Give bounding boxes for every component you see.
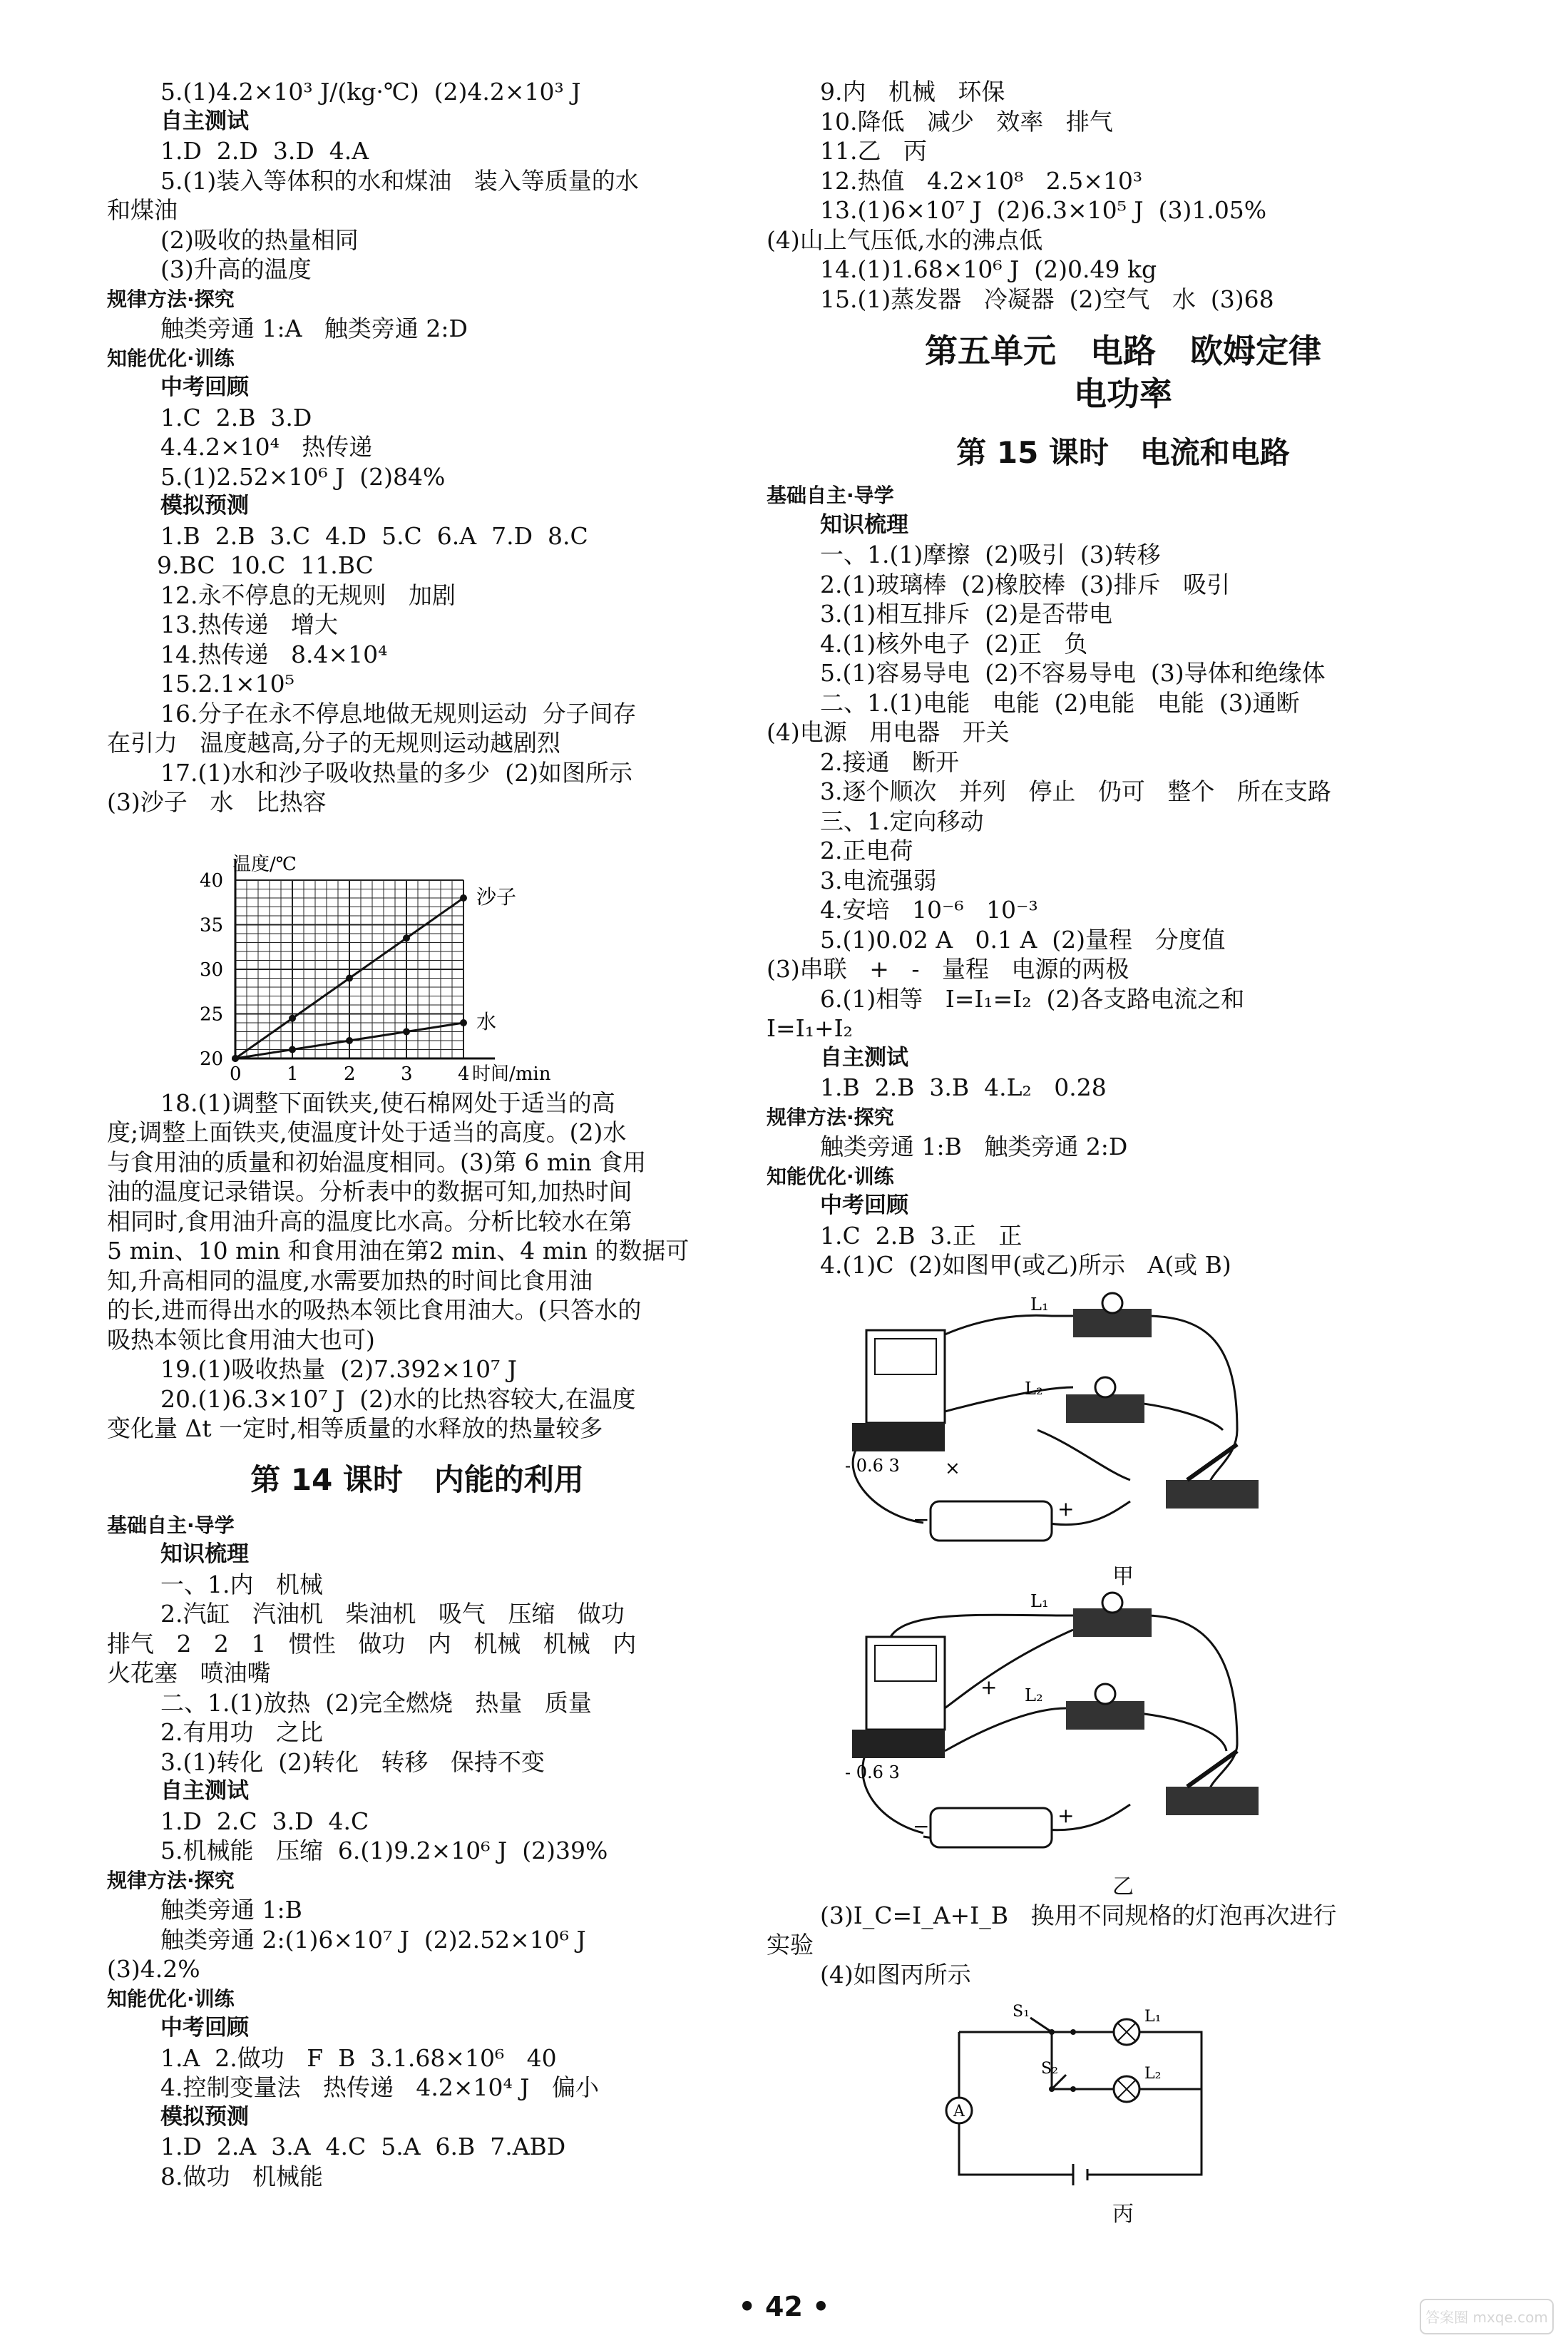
text-line: 14.(1)1.68×10⁶ J (2)0.49 kg xyxy=(820,255,1157,283)
circuit-figure-bing xyxy=(767,1989,1480,2225)
text-line: 和煤油 xyxy=(107,196,178,224)
watermark-logo xyxy=(1419,2295,1554,2338)
x-axis-label: 时间/min xyxy=(472,1063,551,1085)
text-line: (4)如图丙所示 xyxy=(820,1960,971,1989)
text-line: 11.乙 丙 xyxy=(820,137,927,165)
right-column xyxy=(767,77,1480,2225)
text-line: 1.D 2.D 3.D 4.A xyxy=(160,137,369,165)
y-tick-label: 40 xyxy=(200,869,224,892)
text-line: 13.热传递 增大 xyxy=(160,611,338,638)
text-line: 相同时,食用油升高的温度比水高。分析比较水在第 xyxy=(107,1207,632,1235)
x-tick-label: 3 xyxy=(401,1063,413,1085)
data-point xyxy=(232,1055,239,1062)
left-text-block-c xyxy=(107,1511,727,2192)
text-line: 9.内 机械 环保 xyxy=(820,78,1005,106)
data-point xyxy=(460,894,467,902)
figure-caption-bing: 丙 xyxy=(1112,2202,1134,2227)
data-point xyxy=(346,1037,353,1044)
section-heading: 规律方法·探究 xyxy=(107,1868,235,1892)
text-line: (4)电源 用电器 开关 xyxy=(767,718,1010,746)
text-line: 10.降低 减少 效率 排气 xyxy=(820,107,1113,136)
text-line: 1.A 2.做功 F B 3.1.68×10⁶ 40 xyxy=(160,2043,557,2072)
series-label: 沙子 xyxy=(476,884,517,909)
x-tick-label: 1 xyxy=(287,1063,299,1085)
text-line: (3)I_C=I_A+I_B 换用不同规格的灯泡再次进行 xyxy=(820,1901,1337,1929)
label-l2: L₂ xyxy=(1025,1378,1043,1399)
battery-plus: + xyxy=(1057,1803,1075,1827)
text-line: 触类旁通 1:B xyxy=(160,1896,302,1924)
left-column xyxy=(107,77,727,2191)
subsection-heading: 模拟预测 xyxy=(160,2103,249,2130)
x-tick-label: 0 xyxy=(230,1063,242,1085)
text-line: 5.(1)0.02 A 0.1 A (2)量程 分度值 xyxy=(820,925,1226,954)
circuit-jia-svg xyxy=(838,1287,1351,1558)
battery-icon xyxy=(931,1808,1052,1847)
text-line: 17.(1)水和沙子吸收热量的多少 (2)如图所示 xyxy=(160,758,632,787)
text-line: 3.(1)相互排斥 (2)是否带电 xyxy=(820,600,1112,628)
subsection-heading: 自主测试 xyxy=(820,1044,908,1071)
wire-plus: + xyxy=(980,1675,998,1699)
text-line: 4.(1)核外电子 (2)正 负 xyxy=(820,629,1088,658)
text-line: 6.(1)相等 I=I₁=I₂ (2)各支路电流之和 xyxy=(820,984,1245,1013)
section-heading: 知能优化·训练 xyxy=(107,346,235,370)
page-number: • 42 • xyxy=(738,2291,830,2322)
text-line: 5.(1)2.52×10⁶ J (2)84% xyxy=(160,462,446,491)
text-line: 15.(1)蒸发器 冷凝器 (2)空气 水 (3)68 xyxy=(820,285,1274,313)
text-line: 1.D 2.C 3.D 4.C xyxy=(160,1807,369,1835)
switch-icon xyxy=(1166,1480,1259,1509)
bulb-icon xyxy=(1095,1377,1115,1397)
label-l1: L₁ xyxy=(1030,1294,1049,1315)
text-line: 4.4.2×10⁴ 热传递 xyxy=(160,433,373,461)
ammeter-label: A xyxy=(953,2103,965,2120)
text-line: 三、1.定向移动 xyxy=(820,807,984,835)
text-line: 在引力 温度越高,分子的无规则运动越剧烈 xyxy=(107,729,560,757)
chart-svg xyxy=(150,817,578,1088)
text-line: 4.控制变量法 热传递 4.2×10⁴ J 偏小 xyxy=(160,2073,599,2101)
subsection-heading: 自主测试 xyxy=(160,1778,249,1804)
subsection-heading: 中考回顾 xyxy=(820,1193,908,1218)
subsection-heading: 中考回顾 xyxy=(160,2015,249,2041)
lesson-15-title: 第 15 课时 电流和电路 xyxy=(956,435,1290,470)
text-line: (3)串联 + - 量程 电源的两极 xyxy=(767,955,1129,983)
data-point xyxy=(346,974,353,981)
battery-minus: − xyxy=(913,1507,930,1531)
y-tick-label: 30 xyxy=(200,959,224,981)
y-axis-label: 温度/℃ xyxy=(232,853,297,875)
text-line: 火花塞 喷油嘴 xyxy=(107,1659,271,1687)
text-line: 的长,进而得出水的吸热本领比食用油大。(只答水的 xyxy=(107,1296,642,1324)
left-text-block-a xyxy=(107,77,727,817)
text-line: 18.(1)调整下面铁夹,使石棉网处于适当的高 xyxy=(160,1088,615,1117)
text-line: 20.(1)6.3×10⁷ J (2)水的比热容较大,在温度 xyxy=(160,1384,636,1413)
text-line: 2.汽缸 汽油机 柴油机 吸气 压缩 做功 xyxy=(160,1600,625,1628)
text-line: 1.C 2.B 3.D xyxy=(160,403,312,432)
text-line: 3.(1)转化 (2)转化 转移 保持不变 xyxy=(160,1747,545,1776)
text-line: 2.接通 断开 xyxy=(820,747,959,776)
bulb-icon xyxy=(1102,1593,1122,1613)
text-line: 4.(1)C (2)如图甲(或乙)所示 A(或 B) xyxy=(820,1251,1231,1279)
switch-s2-label: S₂ xyxy=(1041,2060,1058,2078)
text-line: 吸热本领比食用油大也可) xyxy=(107,1325,375,1354)
right-text-block-c xyxy=(767,1901,1480,1990)
svg-text:答案圈 mxqe.com: 答案圈 mxqe.com xyxy=(1425,2309,1548,2326)
text-line: 2.(1)玻璃棒 (2)橡胶棒 (3)排斥 吸引 xyxy=(820,570,1231,598)
text-line: 1.B 2.B 3.C 4.D 5.C 6.A 7.D 8.C xyxy=(160,521,588,550)
text-line: 1.D 2.A 3.A 4.C 5.A 6.B 7.ABD xyxy=(160,2133,566,2160)
text-line: 16.分子在永不停息地做无规则运动 分子间存 xyxy=(160,699,637,728)
figure-caption-jia: 甲 xyxy=(1112,1563,1134,1589)
text-line: 变化量 Δt 一定时,相等质量的水释放的热量较多 xyxy=(107,1414,603,1442)
subsection-heading: 模拟预测 xyxy=(160,493,249,519)
battery-minus: − xyxy=(913,1814,930,1838)
unit-title-line-1: 第五单元 电路 欧姆定律 xyxy=(924,332,1322,370)
text-line: 1.B 2.B 3.B 4.L₂ 0.28 xyxy=(820,1073,1107,1101)
text-line: 二、1.(1)放热 (2)完全燃烧 热量 质量 xyxy=(160,1688,592,1717)
switch-icon xyxy=(1166,1787,1259,1815)
text-line: (2)吸收的热量相同 xyxy=(160,225,359,254)
text-line: (4)山上气压低,水的沸点低 xyxy=(767,225,1043,254)
text-line: 二、1.(1)电能 电能 (2)电能 电能 (3)通断 xyxy=(820,688,1300,717)
battery-icon xyxy=(931,1501,1052,1541)
subsection-heading: 知识梳理 xyxy=(820,511,908,538)
text-line: 4.安培 10⁻⁶ 10⁻³ xyxy=(820,896,1038,924)
section-heading: 规律方法·探究 xyxy=(767,1105,894,1129)
text-line: 9.BC 10.C 11.BC xyxy=(157,551,374,579)
text-line: 一、1.(1)摩擦 (2)吸引 (3)转移 xyxy=(820,541,1161,568)
text-line: 13.(1)6×10⁷ J (2)6.3×10⁵ J (3)1.05% xyxy=(820,196,1267,224)
switch-s1-label: S₁ xyxy=(1013,2003,1030,2021)
text-line: 排气 2 2 1 惯性 做功 内 机械 机械 内 xyxy=(107,1629,637,1658)
data-point xyxy=(289,1046,296,1053)
text-line: 14.热传递 8.4×10⁴ xyxy=(160,640,388,668)
circuit-bing-svg xyxy=(945,1996,1244,2189)
text-line: 2.有用功 之比 xyxy=(160,1718,323,1746)
lamp-holder-icon xyxy=(1066,1701,1144,1730)
text-line: 5.(1)4.2×10³ J/(kg·℃) (2)4.2×10³ J xyxy=(160,78,581,106)
terminal-labels: - 0.6 3 xyxy=(845,1762,900,1782)
battery-plus: + xyxy=(1057,1496,1075,1521)
section-heading: 基础自主·导学 xyxy=(767,484,894,507)
text-line: 与食用油的质量和初始温度相同。(3)第 6 min 食用 xyxy=(107,1148,647,1176)
section-heading: 知能优化·训练 xyxy=(107,1986,235,2011)
figure-caption-yi: 乙 xyxy=(1112,1874,1134,1899)
text-line: 19.(1)吸收热量 (2)7.392×10⁷ J xyxy=(160,1355,518,1383)
circuit-yi-svg xyxy=(838,1587,1351,1865)
x-tick-label: 4 xyxy=(458,1063,470,1085)
data-point xyxy=(403,934,410,941)
subsection-heading: 知识梳理 xyxy=(160,1541,249,1567)
text-line: 5.(1)装入等体积的水和煤油 装入等质量的水 xyxy=(160,166,639,195)
text-line: (3)沙子 水 比热容 xyxy=(107,788,327,816)
text-line: (3)4.2% xyxy=(107,1955,200,1983)
unit-title-line-2: 电功率 xyxy=(1074,374,1172,413)
text-line: (3)升高的温度 xyxy=(160,255,312,283)
temperature-chart xyxy=(107,817,727,1088)
text-line: I=I₁+I₂ xyxy=(767,1014,853,1042)
terminal-labels: - 0.6 3 xyxy=(845,1455,900,1476)
right-text-block-a xyxy=(767,77,1480,314)
text-line: 8.做功 机械能 xyxy=(160,2162,323,2190)
text-line: 5.(1)容易导电 (2)不容易导电 (3)导体和绝缘体 xyxy=(820,659,1326,687)
text-line: 3.逐个顺次 并列 停止 仍可 整个 所在支路 xyxy=(820,777,1331,805)
data-point xyxy=(460,1019,467,1026)
text-line: 5 min、10 min 和食用油在第2 min、4 min 的数据可 xyxy=(107,1237,690,1265)
data-point xyxy=(403,1028,410,1035)
cross-mark: × xyxy=(945,1457,960,1479)
section-heading: 知能优化·训练 xyxy=(767,1164,894,1188)
circuit-figure-jia xyxy=(767,1280,1480,1587)
circuit-figure-yi xyxy=(767,1587,1480,1901)
y-tick-label: 20 xyxy=(200,1048,224,1070)
text-line: 2.正电荷 xyxy=(820,837,913,864)
label-l1: L₁ xyxy=(1030,1591,1049,1611)
x-tick-label: 2 xyxy=(344,1063,356,1085)
lamp-l2-label: L₂ xyxy=(1144,2065,1162,2083)
bulb-icon xyxy=(1095,1684,1115,1704)
data-point xyxy=(289,1014,296,1021)
label-l2: L₂ xyxy=(1025,1685,1043,1705)
left-text-block-b xyxy=(107,1088,727,1444)
text-line: 12.永不停息的无规则 加剧 xyxy=(160,581,456,609)
text-line: 触类旁通 2:(1)6×10⁷ J (2)2.52×10⁶ J xyxy=(160,1925,586,1954)
lesson-14-title: 第 14 课时 内能的利用 xyxy=(250,1461,584,1497)
subsection-heading: 自主测试 xyxy=(160,108,249,134)
right-text-block-b xyxy=(767,481,1480,1280)
text-line: 3.电流强弱 xyxy=(820,866,937,894)
text-line: 实验 xyxy=(767,1931,814,1959)
text-line: 触类旁通 1:A 触类旁通 2:D xyxy=(160,315,468,342)
text-line: 触类旁通 1:B 触类旁通 2:D xyxy=(820,1133,1128,1160)
lamp-l1-label: L₁ xyxy=(1144,2008,1162,2026)
subsection-heading: 中考回顾 xyxy=(160,374,249,400)
text-line: 油的温度记录错误。分析表中的数据可知,加热时间 xyxy=(107,1178,632,1205)
text-line: 1.C 2.B 3.正 正 xyxy=(820,1221,1023,1250)
text-line: 5.机械能 压缩 6.(1)9.2×10⁶ J (2)39% xyxy=(160,1837,608,1864)
series-label: 水 xyxy=(476,1009,497,1033)
text-line: 一、1.内 机械 xyxy=(160,1570,323,1598)
text-line: 度;调整上面铁夹,使温度计处于适当的高度。(2)水 xyxy=(107,1118,627,1146)
text-line: 12.热值 4.2×10⁸ 2.5×10³ xyxy=(820,166,1143,195)
section-heading: 规律方法·探究 xyxy=(107,287,235,311)
section-heading: 基础自主·导学 xyxy=(107,1513,235,1537)
bulb-icon xyxy=(1102,1293,1122,1313)
text-line: 知,升高相同的温度,水需要加热的时间比食用油 xyxy=(107,1266,593,1295)
y-tick-label: 35 xyxy=(200,914,224,936)
y-tick-label: 25 xyxy=(200,1004,224,1025)
lamp-holder-icon xyxy=(1066,1394,1144,1423)
text-line: 15.2.1×10⁵ xyxy=(160,670,294,698)
